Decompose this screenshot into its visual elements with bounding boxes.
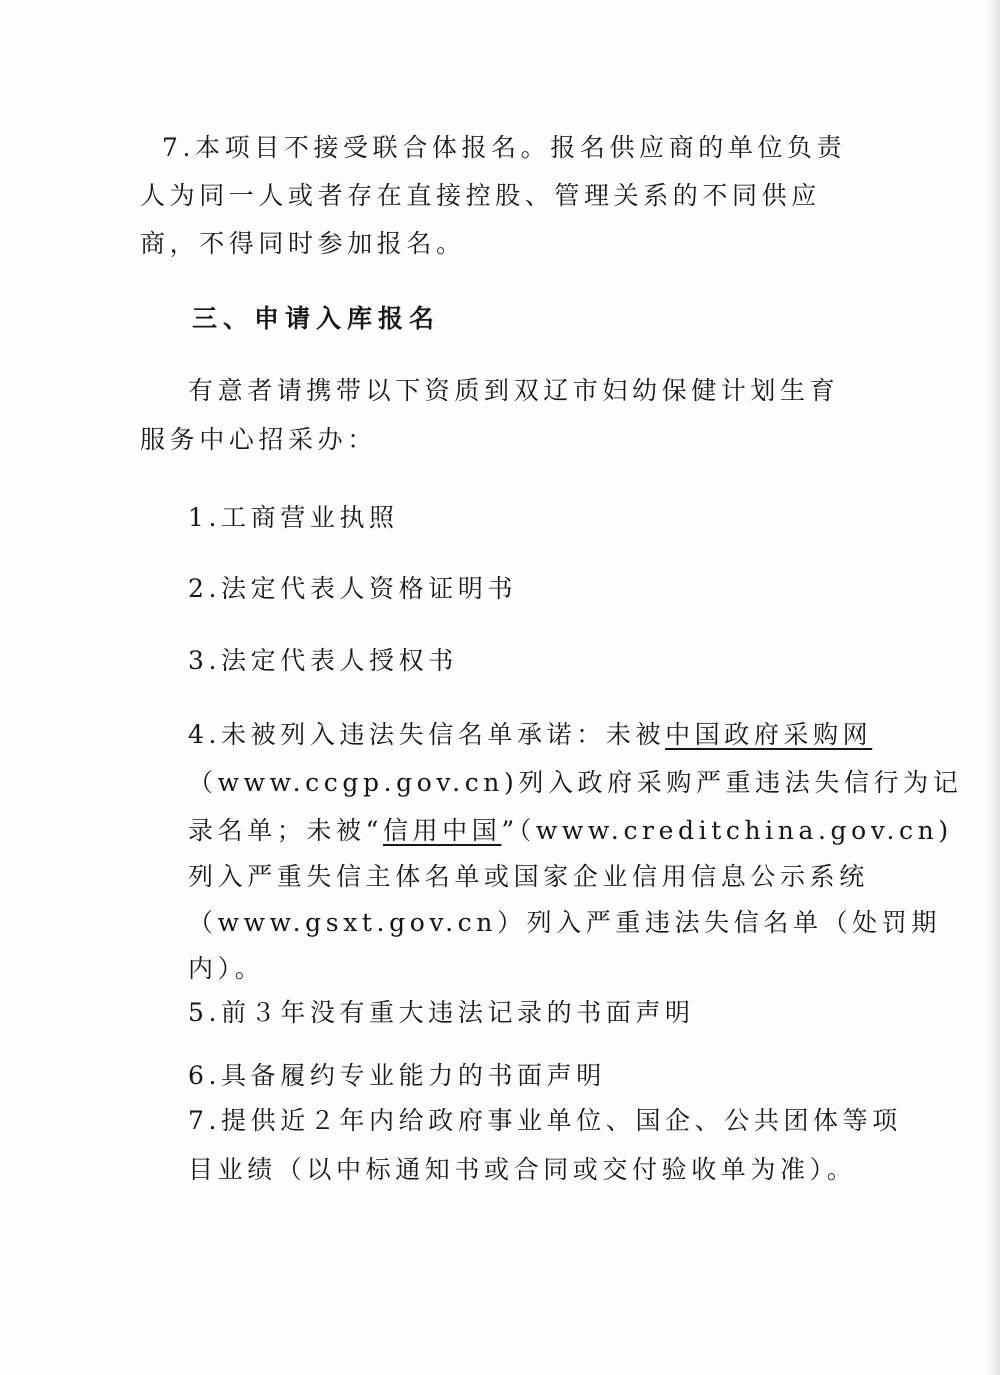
ccgp-link[interactable]: 中国政府采购网 bbox=[665, 720, 873, 749]
item-4-line-3 bbox=[188, 814, 953, 848]
item-4-line-6: 内）。 bbox=[188, 954, 265, 983]
item-4-line-3-pre: 录名单；未被“ bbox=[188, 816, 383, 845]
item-4-line-3-post: ”（www.creditchina.gov.cn) bbox=[501, 816, 953, 845]
item-4-line-5: （www.gsxt.gov.cn）列入严重违法失信名单（处罚期 bbox=[188, 908, 941, 937]
item-6: 6.具备履约专业能力的书面声明 bbox=[188, 1061, 606, 1090]
para7-line-3: 商，不得同时参加报名。 bbox=[140, 229, 466, 258]
item-2: 2.法定代表人资格证明书 bbox=[188, 574, 518, 603]
section-heading: 三、申请入库报名 bbox=[192, 304, 441, 333]
item-3: 3.法定代表人授权书 bbox=[188, 646, 458, 675]
para7-line-2: 人为同一人或者存在直接控股、管理关系的不同供应 bbox=[140, 181, 821, 210]
intro-line-2: 服务中心招采办： bbox=[140, 425, 377, 454]
page-edge-shadow bbox=[986, 0, 1000, 1375]
item-4-line-1 bbox=[188, 718, 872, 752]
item-7-line-1: 7.提供近２年内给政府事业单位、国企、公共团体等项 bbox=[188, 1106, 902, 1135]
item-4-line-4: 列入严重失信主体名单或国家企业信用信息公示系统 bbox=[188, 862, 869, 891]
item-7-line-2: 目业绩（以中标通知书或合同或交付验收单为准）。 bbox=[188, 1155, 857, 1184]
creditchina-link[interactable]: 信用中国 bbox=[382, 816, 502, 845]
para7-line-1: 7.本项目不接受联合体报名。报名供应商的单位负责 bbox=[162, 133, 847, 162]
item-4-line-1-text: 4.未被列入违法失信名单承诺：未被 bbox=[188, 720, 666, 749]
item-5: 5.前３年没有重大违法记录的书面声明 bbox=[188, 998, 695, 1027]
item-4-line-2: （www.ccgp.gov.cn)列入政府采购严重违法失信行为记 bbox=[188, 768, 963, 797]
intro-line-1: 有意者请携带以下资质到双辽市妇幼保健计划生育 bbox=[188, 376, 840, 405]
item-1: 1.工商营业执照 bbox=[188, 503, 399, 532]
